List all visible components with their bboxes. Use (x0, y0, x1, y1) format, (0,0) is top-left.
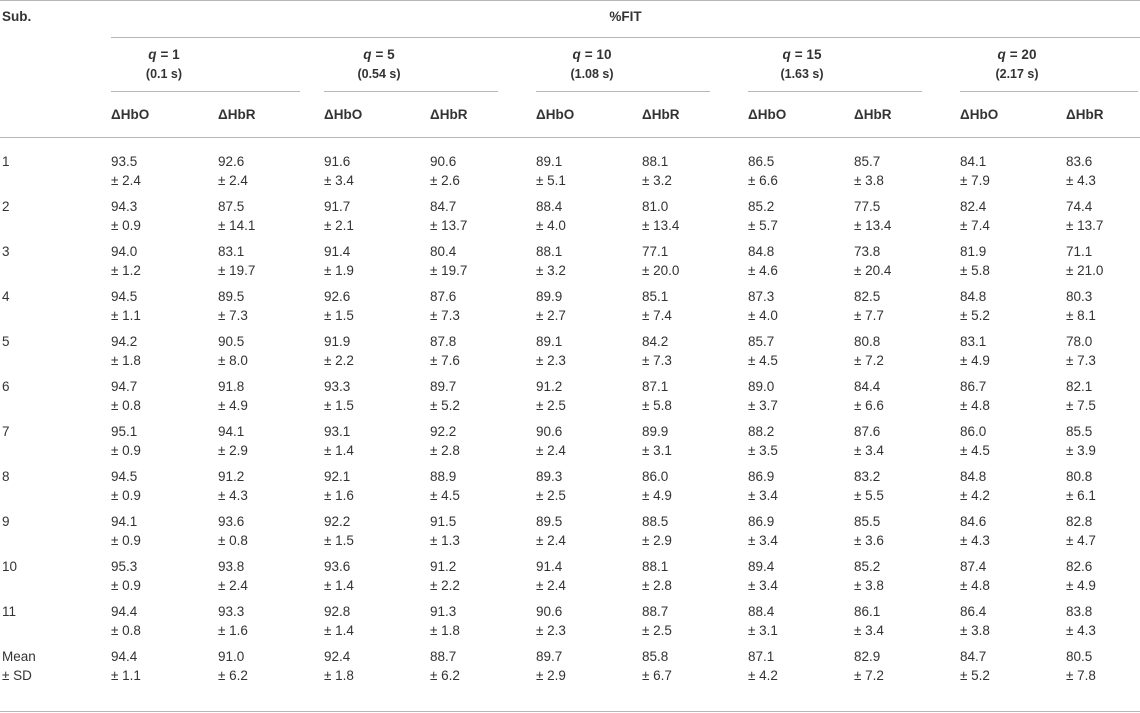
cell-sd: ± 1.6 (324, 488, 354, 503)
hbr-column-header: ΔHbR (218, 107, 256, 122)
cell-sd: ± 1.9 (324, 263, 354, 278)
cell-value: 88.2 (748, 424, 775, 439)
cell-sd: ± 2.4 (218, 578, 248, 593)
cell-value: 86.7 (960, 379, 987, 394)
cell-sd: ± 14.1 (218, 218, 256, 233)
cell-sd: ± 13.7 (430, 218, 468, 233)
cell-value: 89.1 (536, 154, 563, 169)
cell-sd: ± 4.9 (960, 353, 990, 368)
cell-value: 94.3 (111, 199, 138, 214)
cell-value: 82.4 (960, 199, 987, 214)
q-group-header (299, 46, 459, 64)
cell-sd: ± 3.2 (642, 173, 672, 188)
q-variable: q (997, 47, 1006, 62)
cell-value: 87.5 (218, 199, 245, 214)
cell-value: 87.4 (960, 559, 987, 574)
cell-sd: ± 3.4 (748, 533, 778, 548)
cell-value: 88.9 (430, 469, 457, 484)
q-group-rule-5 (960, 91, 1138, 92)
cell-sd: ± 1.5 (324, 308, 354, 323)
cell-sd: ± 2.4 (536, 578, 566, 593)
cell-value: 86.4 (960, 604, 987, 619)
cell-sd: ± 7.7 (854, 308, 884, 323)
cell-sd: ± 2.9 (642, 533, 672, 548)
cell-value: 91.8 (218, 379, 245, 394)
cell-sd: ± 4.8 (960, 578, 990, 593)
cell-value: 89.1 (536, 334, 563, 349)
cell-sd: ± 4.5 (748, 353, 778, 368)
row-label: 10 (2, 559, 18, 574)
cell-value: 83.2 (854, 469, 881, 484)
hbr-column-header: ΔHbR (854, 107, 892, 122)
cell-sd: ± 1.5 (324, 533, 354, 548)
cell-value: 82.1 (1066, 379, 1093, 394)
cell-value: 85.2 (748, 199, 775, 214)
cell-value: 83.8 (1066, 604, 1093, 619)
cell-sd: ± 5.8 (642, 398, 672, 413)
cell-value: 86.9 (748, 514, 775, 529)
q-group-rule-1 (111, 91, 300, 92)
cell-value: 85.2 (854, 559, 881, 574)
cell-sd: ± 3.8 (960, 623, 990, 638)
cell-sd: ± 2.4 (536, 533, 566, 548)
hbo-column-header: ΔHbO (748, 107, 787, 122)
cell-value: 84.8 (960, 289, 987, 304)
q-variable: q (363, 47, 372, 62)
cell-value: 83.1 (218, 244, 245, 259)
cell-value: 89.7 (536, 649, 563, 664)
cell-value: 80.8 (854, 334, 881, 349)
cell-value: 91.4 (324, 244, 351, 259)
cell-value: 90.5 (218, 334, 245, 349)
cell-sd: ± 4.3 (218, 488, 248, 503)
cell-value: 78.0 (1066, 334, 1093, 349)
hbo-column-header: ΔHbO (324, 107, 363, 122)
cell-sd: ± 7.2 (854, 353, 884, 368)
cell-value: 91.0 (218, 649, 245, 664)
cell-value: 85.5 (854, 514, 881, 529)
cell-sd: ± 19.7 (430, 263, 468, 278)
cell-sd: ± 13.4 (854, 218, 892, 233)
cell-sd: ± 6.6 (748, 173, 778, 188)
q-group-time: (0.1 s) (145, 67, 183, 81)
cell-sd: ± 4.0 (536, 218, 566, 233)
cell-value: 91.7 (324, 199, 351, 214)
cell-sd: ± 4.9 (1066, 578, 1096, 593)
cell-value: 88.4 (536, 199, 563, 214)
cell-value: 94.7 (111, 379, 138, 394)
cell-sd: ± 3.7 (748, 398, 778, 413)
cell-value: 93.6 (218, 514, 245, 529)
cell-sd: ± 8.1 (1066, 308, 1096, 323)
cell-sd: ± 4.9 (218, 398, 248, 413)
cell-sd: ± 7.9 (960, 173, 990, 188)
cell-value: 83.6 (1066, 154, 1093, 169)
q-variable: q (572, 47, 581, 62)
cell-sd: ± 2.8 (430, 443, 460, 458)
cell-sd: ± 4.5 (960, 443, 990, 458)
cell-sd: ± 5.2 (430, 398, 460, 413)
cell-value: 82.5 (854, 289, 881, 304)
cell-value: 88.7 (642, 604, 669, 619)
q-value: = 15 (794, 47, 822, 62)
cell-value: 90.6 (536, 604, 563, 619)
cell-value: 84.4 (854, 379, 881, 394)
cell-sd: ± 4.3 (1066, 623, 1096, 638)
cell-sd: ± 3.9 (1066, 443, 1096, 458)
row-label: 5 (2, 334, 10, 349)
cell-value: 93.5 (111, 154, 138, 169)
q-group-time: (1.63 s) (780, 67, 824, 81)
cell-value: 80.4 (430, 244, 457, 259)
hbr-column-header: ΔHbR (1066, 107, 1104, 122)
hbr-column-header: ΔHbR (642, 107, 680, 122)
cell-value: 92.6 (218, 154, 245, 169)
cell-sd: ± 7.5 (1066, 398, 1096, 413)
cell-value: 88.1 (642, 559, 669, 574)
cell-value: 81.0 (642, 199, 669, 214)
cell-sd: ± 2.3 (536, 623, 566, 638)
cell-value: 94.1 (218, 424, 245, 439)
row-label: 1 (2, 154, 10, 169)
cell-value: 85.7 (748, 334, 775, 349)
row-label: Mean (2, 649, 36, 664)
cell-value: 94.5 (111, 289, 138, 304)
cell-value: 94.4 (111, 604, 138, 619)
cell-value: 84.8 (960, 469, 987, 484)
cell-sd: ± 19.7 (218, 263, 256, 278)
cell-value: 87.6 (430, 289, 457, 304)
cell-sd: ± 3.4 (748, 578, 778, 593)
cell-sd: ± 2.4 (536, 443, 566, 458)
cell-value: 89.9 (536, 289, 563, 304)
cell-sd: ± 5.7 (748, 218, 778, 233)
hbr-column-header: ΔHbR (430, 107, 468, 122)
cell-value: 89.9 (642, 424, 669, 439)
cell-sd: ± 2.4 (111, 173, 141, 188)
cell-value: 94.1 (111, 514, 138, 529)
cell-value: 88.4 (748, 604, 775, 619)
cell-sd: ± 2.2 (430, 578, 460, 593)
q-group-header (512, 46, 672, 64)
cell-sd: ± 0.8 (111, 623, 141, 638)
row-label: 7 (2, 424, 10, 439)
cell-value: 90.6 (536, 424, 563, 439)
cell-sd: ± 3.6 (854, 533, 884, 548)
cell-sd: ± 13.7 (1066, 218, 1104, 233)
row-label: 11 (2, 604, 17, 619)
cell-value: 80.5 (1066, 649, 1093, 664)
cell-value: 92.4 (324, 649, 351, 664)
cell-sd: ± 2.5 (536, 488, 566, 503)
cell-sd: ± 6.2 (218, 668, 248, 683)
cell-value: 84.6 (960, 514, 987, 529)
cell-sd: ± 1.3 (430, 533, 460, 548)
cell-sd: ± 3.4 (748, 488, 778, 503)
cell-sd: ± 2.5 (642, 623, 672, 638)
cell-sd: ± 5.2 (960, 668, 990, 683)
cell-value: 85.1 (642, 289, 669, 304)
cell-sd: ± 1.1 (111, 308, 141, 323)
cell-value: 87.8 (430, 334, 457, 349)
cell-sd: ± 5.5 (854, 488, 884, 503)
cell-sd: ± 2.4 (218, 173, 248, 188)
hbo-column-header: ΔHbO (111, 107, 150, 122)
cell-value: 87.6 (854, 424, 881, 439)
cell-sd: ± 20.4 (854, 263, 892, 278)
cell-sd: ± 2.9 (218, 443, 248, 458)
cell-value: 86.9 (748, 469, 775, 484)
cell-sd: ± 5.8 (960, 263, 990, 278)
cell-sd: ± 3.1 (642, 443, 672, 458)
cell-value: 91.5 (430, 514, 457, 529)
cell-value: 85.7 (854, 154, 881, 169)
cell-value: 91.2 (536, 379, 563, 394)
cell-value: 92.2 (324, 514, 351, 529)
cell-sd: ± 2.6 (430, 173, 460, 188)
top-rule (0, 0, 1140, 1)
cell-sd: ± 7.4 (642, 308, 672, 323)
cell-value: 89.0 (748, 379, 775, 394)
cell-value: 94.2 (111, 334, 138, 349)
cell-sd: ± 21.0 (1066, 263, 1104, 278)
cell-sd: ± 4.3 (960, 533, 990, 548)
cell-sd: ± 7.3 (1066, 353, 1096, 368)
cell-value: 89.5 (536, 514, 563, 529)
q-value: = 10 (584, 47, 612, 62)
cell-value: 93.3 (218, 604, 245, 619)
cell-value: 91.6 (324, 154, 351, 169)
q-group-header (937, 46, 1097, 64)
cell-value: 84.1 (960, 154, 987, 169)
hbo-column-header: ΔHbO (536, 107, 575, 122)
cell-sd: ± 7.3 (642, 353, 672, 368)
row-label: 6 (2, 379, 10, 394)
cell-value: 86.0 (642, 469, 669, 484)
cell-value: 77.1 (642, 244, 669, 259)
q-group-rule-4 (748, 91, 922, 92)
cell-value: 92.1 (324, 469, 351, 484)
cell-value: 85.5 (1066, 424, 1093, 439)
cell-value: 88.7 (430, 649, 457, 664)
cell-value: 92.2 (430, 424, 457, 439)
cell-value: 84.2 (642, 334, 669, 349)
cell-sd: ± 4.7 (1066, 533, 1096, 548)
cell-sd: ± 3.4 (324, 173, 354, 188)
cell-sd: ± 1.4 (324, 578, 354, 593)
cell-value: 88.1 (642, 154, 669, 169)
cell-value: 73.8 (854, 244, 881, 259)
cell-value: 86.1 (854, 604, 881, 619)
cell-sd: ± 2.2 (324, 353, 354, 368)
cell-sd: ± 6.6 (854, 398, 884, 413)
cell-value: 74.4 (1066, 199, 1093, 214)
cell-value: 80.3 (1066, 289, 1093, 304)
cell-sd: ± 0.8 (111, 398, 141, 413)
cell-sd: ± 2.7 (536, 308, 566, 323)
cell-value: 88.5 (642, 514, 669, 529)
cell-value: 81.9 (960, 244, 987, 259)
row-label: 8 (2, 469, 10, 484)
cell-sd: ± 3.1 (748, 623, 778, 638)
cell-sd: ± 8.0 (218, 353, 248, 368)
row-label: 3 (2, 244, 10, 259)
cell-value: 95.1 (111, 424, 138, 439)
cell-sd: ± 7.8 (1066, 668, 1096, 683)
cell-sd: ± 0.9 (111, 218, 141, 233)
row-label: 2 (2, 199, 10, 214)
cell-sd: ± 7.2 (854, 668, 884, 683)
q-value: = 1 (160, 47, 180, 62)
cell-sd: ± 3.4 (854, 623, 884, 638)
cell-sd: ± 0.9 (111, 443, 141, 458)
bottom-rule (0, 711, 1140, 712)
cell-value: 94.4 (111, 649, 138, 664)
cell-sd: ± 6.2 (430, 668, 460, 683)
cell-sd: ± 7.6 (430, 353, 460, 368)
cell-value: 91.2 (218, 469, 245, 484)
q-group-time: (0.54 s) (357, 67, 401, 81)
cell-sd: ± 1.6 (218, 623, 248, 638)
cell-sd: ± 4.3 (1066, 173, 1096, 188)
cell-sd: ± 3.2 (536, 263, 566, 278)
hbo-column-header: ΔHbO (960, 107, 999, 122)
cell-sd: ± 4.2 (960, 488, 990, 503)
cell-sd: ± 5.1 (536, 173, 566, 188)
cell-value: 93.6 (324, 559, 351, 574)
fit-group-rule (111, 37, 1140, 38)
q-group-header (722, 46, 882, 64)
q-variable: q (148, 47, 157, 62)
cell-value: 82.8 (1066, 514, 1093, 529)
cell-sd: ± 3.4 (854, 443, 884, 458)
cell-sd: ± 4.5 (430, 488, 460, 503)
cell-sd: ± 2.1 (324, 218, 354, 233)
cell-sd: ± 6.7 (642, 668, 672, 683)
sub-column-header: Sub. (2, 9, 32, 24)
cell-value: 87.1 (748, 649, 775, 664)
cell-value: 84.7 (430, 199, 457, 214)
row-label: 4 (2, 289, 10, 304)
cell-value: 92.6 (324, 289, 351, 304)
cell-value: 91.3 (430, 604, 457, 619)
cell-sd: ± 2.8 (642, 578, 672, 593)
cell-value: 90.6 (430, 154, 457, 169)
cell-value: 71.1 (1066, 244, 1093, 259)
fit-group-header: %FIT (609, 9, 642, 24)
cell-sd: ± 7.3 (218, 308, 248, 323)
cell-sd: ± 1.1 (111, 668, 141, 683)
cell-sd: ± 4.9 (642, 488, 672, 503)
cell-sd: ± 4.2 (748, 668, 778, 683)
q-variable: q (782, 47, 791, 62)
cell-sd: ± 7.3 (430, 308, 460, 323)
cell-value: 93.1 (324, 424, 351, 439)
cell-value: 92.8 (324, 604, 351, 619)
cell-sd: ± 0.8 (218, 533, 248, 548)
cell-value: 91.4 (536, 559, 563, 574)
cell-sd: ± 5.2 (960, 308, 990, 323)
cell-value: 91.2 (430, 559, 457, 574)
cell-sd: ± 2.3 (536, 353, 566, 368)
cell-sd: ± 0.9 (111, 488, 141, 503)
cell-value: 94.0 (111, 244, 138, 259)
cell-value: 84.7 (960, 649, 987, 664)
q-group-rule-2 (324, 91, 498, 92)
cell-value: 89.7 (430, 379, 457, 394)
cell-sd: ± 4.8 (960, 398, 990, 413)
q-group-rule-3 (536, 91, 710, 92)
cell-sd: ± 1.5 (324, 398, 354, 413)
cell-sd: ± 1.8 (111, 353, 141, 368)
cell-value: 85.8 (642, 649, 669, 664)
cell-value: 86.5 (748, 154, 775, 169)
cell-sd: ± 0.9 (111, 533, 141, 548)
cell-sd: ± 7.4 (960, 218, 990, 233)
cell-sd: ± 20.0 (642, 263, 680, 278)
cell-value: 86.0 (960, 424, 987, 439)
cell-value: 89.4 (748, 559, 775, 574)
row-label: ± SD (2, 668, 32, 683)
cell-sd: ± 4.6 (748, 263, 778, 278)
cell-value: 77.5 (854, 199, 881, 214)
cell-sd: ± 1.4 (324, 443, 354, 458)
cell-sd: ± 13.4 (642, 218, 680, 233)
cell-sd: ± 1.4 (324, 623, 354, 638)
cell-value: 93.3 (324, 379, 351, 394)
cell-sd: ± 2.9 (536, 668, 566, 683)
cell-sd: ± 4.0 (748, 308, 778, 323)
cell-value: 82.9 (854, 649, 881, 664)
cell-value: 80.8 (1066, 469, 1093, 484)
cell-value: 91.9 (324, 334, 351, 349)
cell-value: 83.1 (960, 334, 987, 349)
row-label: 9 (2, 514, 10, 529)
cell-sd: ± 1.8 (324, 668, 354, 683)
cell-value: 89.3 (536, 469, 563, 484)
cell-value: 94.5 (111, 469, 138, 484)
q-value: = 20 (1009, 47, 1037, 62)
cell-sd: ± 3.8 (854, 173, 884, 188)
cell-sd: ± 2.5 (536, 398, 566, 413)
q-value: = 5 (375, 47, 395, 62)
cell-sd: ± 0.9 (111, 578, 141, 593)
q-group-time: (1.08 s) (570, 67, 614, 81)
cell-value: 82.6 (1066, 559, 1093, 574)
cell-sd: ± 3.8 (854, 578, 884, 593)
header-bottom-rule (0, 137, 1140, 138)
cell-sd: ± 3.5 (748, 443, 778, 458)
cell-sd: ± 6.1 (1066, 488, 1096, 503)
cell-value: 87.3 (748, 289, 775, 304)
q-group-header (84, 46, 244, 64)
cell-value: 89.5 (218, 289, 245, 304)
cell-sd: ± 1.2 (111, 263, 141, 278)
cell-value: 88.1 (536, 244, 563, 259)
cell-value: 87.1 (642, 379, 669, 394)
q-group-time: (2.17 s) (995, 67, 1039, 81)
cell-sd: ± 1.8 (430, 623, 460, 638)
cell-value: 93.8 (218, 559, 245, 574)
cell-value: 95.3 (111, 559, 138, 574)
cell-value: 84.8 (748, 244, 775, 259)
